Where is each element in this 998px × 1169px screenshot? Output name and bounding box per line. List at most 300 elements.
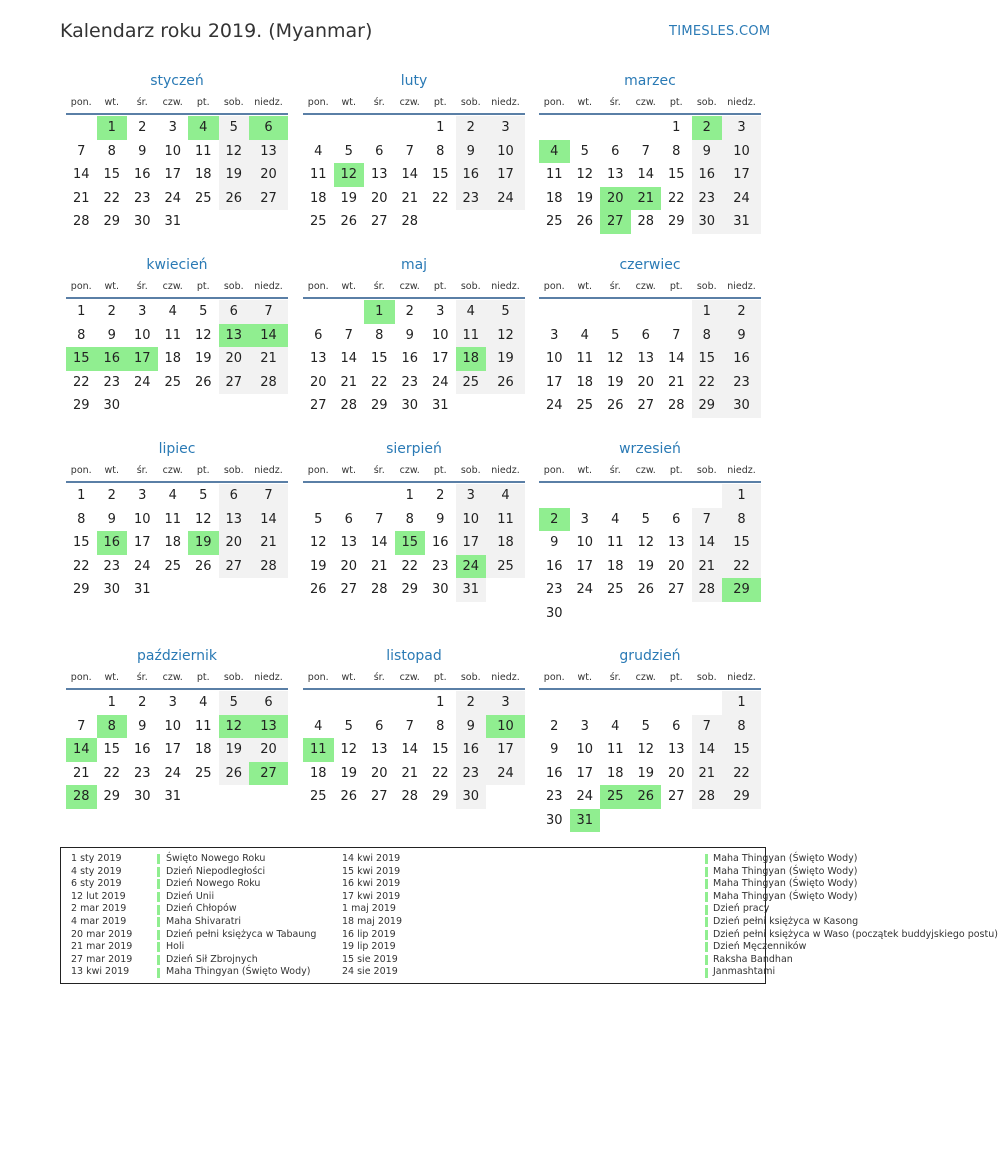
- day-cell: 14: [370, 535, 388, 550]
- day-cell: 21: [401, 190, 419, 206]
- weekday-label: niedz.: [254, 465, 283, 476]
- day-cell: 7: [672, 327, 681, 343]
- weekday-label: pon.: [307, 672, 329, 683]
- day-cell: 12: [219, 715, 250, 739]
- empty-cell: [539, 484, 570, 508]
- legend-holiday-name: Dzień Unii: [166, 890, 215, 902]
- weekday-label: sob.: [460, 97, 481, 108]
- day-cell: 1: [672, 120, 681, 135]
- day-cell: 26: [194, 558, 212, 574]
- day-cell: 11: [194, 718, 212, 734]
- day-cell: 1: [77, 488, 86, 503]
- day-cell: 17: [431, 351, 449, 366]
- day-cell: 16: [97, 531, 128, 555]
- legend-holiday-name: Holi: [166, 941, 185, 953]
- page-title: Kalendarz roku 2019. (Myanmar): [60, 20, 373, 42]
- day-cell: 4: [188, 116, 219, 140]
- day-cell: 4: [314, 143, 323, 159]
- month-block: [539, 254, 761, 418]
- holiday-marker: [705, 942, 708, 952]
- day-cell: 27: [249, 762, 288, 786]
- day-cell: 27: [370, 214, 388, 229]
- weekday-label: pon.: [307, 465, 329, 476]
- day-cell: 15: [103, 742, 121, 757]
- day-cell: 7: [249, 484, 288, 508]
- holiday-marker: [705, 854, 708, 864]
- day-cell: 22: [692, 371, 723, 395]
- day-cell: 19: [219, 738, 250, 762]
- day-cell: 28: [401, 789, 419, 804]
- holiday-marker: [705, 879, 708, 889]
- day-cell: 29: [431, 789, 449, 804]
- day-cell: 14: [66, 738, 97, 762]
- day-cell: 1: [405, 488, 414, 503]
- day-cell: 17: [722, 163, 761, 187]
- holiday-legend: [60, 847, 998, 984]
- day-cell: 4: [539, 140, 570, 164]
- day-cell: 23: [401, 374, 419, 390]
- day-cell: 30: [545, 812, 563, 828]
- weekday-label: czw.: [635, 97, 656, 108]
- brand-link[interactable]: TIMESLES.COM: [669, 24, 771, 39]
- day-cell: 9: [456, 715, 487, 739]
- month-block: [66, 438, 288, 602]
- day-cell: 15: [431, 742, 449, 757]
- weekday-label: sob.: [696, 281, 717, 292]
- day-cell: 15: [692, 347, 723, 371]
- empty-cell: [631, 300, 662, 324]
- day-cell: 7: [344, 327, 353, 343]
- day-cell: 22: [722, 762, 761, 786]
- day-cell: 7: [77, 143, 86, 159]
- day-cell: 19: [606, 374, 624, 390]
- day-cell: 14: [249, 324, 288, 348]
- holiday-marker: [705, 867, 708, 877]
- weekday-label: wt.: [577, 465, 592, 476]
- day-cell: 29: [72, 398, 90, 413]
- weekday-label: czw.: [635, 281, 656, 292]
- day-cell: 12: [194, 511, 212, 527]
- day-cell: 17: [456, 531, 487, 555]
- day-cell: 19: [309, 558, 327, 574]
- day-cell: 31: [164, 789, 182, 804]
- empty-cell: [692, 484, 723, 508]
- day-cell: 6: [249, 116, 288, 140]
- day-cell: 29: [72, 582, 90, 597]
- day-cell: 17: [576, 765, 594, 781]
- day-cell: 2: [138, 695, 147, 710]
- weekday-label: wt.: [341, 672, 356, 683]
- day-cell: 14: [72, 167, 90, 182]
- weekday-label: pt.: [196, 672, 210, 683]
- empty-cell: [539, 691, 570, 715]
- day-cell: 31: [722, 210, 761, 234]
- day-cell: 25: [194, 190, 212, 206]
- empty-cell: [661, 300, 692, 324]
- day-cell: 6: [314, 327, 323, 343]
- day-cell: 16: [456, 163, 487, 187]
- day-cell: 8: [77, 511, 86, 527]
- day-cell: 28: [370, 582, 388, 597]
- day-cell: 20: [637, 374, 655, 390]
- day-cell: 18: [194, 742, 212, 757]
- day-cell: 17: [545, 374, 563, 390]
- day-cell: 27: [219, 371, 250, 395]
- day-cell: 17: [127, 347, 158, 371]
- empty-cell: [600, 116, 631, 140]
- month-block: [303, 254, 525, 418]
- day-cell: 13: [637, 351, 655, 366]
- legend-holiday-name: Dzień pełni księżyca w Waso (początek buddyjskiego postu): [713, 928, 998, 940]
- day-cell: 14: [401, 742, 419, 757]
- legend-holiday-name: Maha Thingyan (Święto Wody): [166, 966, 311, 978]
- day-cell: 11: [194, 143, 212, 159]
- holiday-marker: [705, 892, 708, 902]
- day-cell: 3: [138, 488, 147, 503]
- day-cell: 4: [199, 695, 208, 710]
- weekday-label: śr.: [136, 97, 148, 108]
- day-grid: [539, 690, 761, 832]
- day-cell: 17: [486, 163, 525, 187]
- day-cell: 24: [133, 558, 151, 574]
- weekday-label: wt.: [104, 281, 119, 292]
- day-grid: [66, 690, 288, 809]
- weekday-label: czw.: [635, 672, 656, 683]
- day-cell: 26: [631, 785, 662, 809]
- day-cell: 27: [667, 789, 685, 804]
- day-cell: 3: [486, 116, 525, 140]
- day-cell: 20: [600, 187, 631, 211]
- weekday-label: pt.: [196, 97, 210, 108]
- weekday-label: śr.: [136, 281, 148, 292]
- day-cell: 12: [340, 742, 358, 757]
- day-cell: 13: [370, 742, 388, 757]
- day-cell: 4: [456, 300, 487, 324]
- empty-cell: [539, 116, 570, 140]
- day-cell: 18: [164, 351, 182, 366]
- day-cell: 20: [370, 765, 388, 781]
- day-cell: 2: [107, 488, 116, 503]
- month-name: lipiec: [158, 441, 196, 457]
- day-cell: 8: [405, 511, 414, 527]
- holiday-marker: [157, 917, 160, 927]
- day-cell: 13: [219, 324, 250, 348]
- day-cell: 1: [107, 695, 116, 710]
- day-cell: 7: [692, 508, 723, 532]
- legend-date: 27 mar 2019: [71, 953, 133, 965]
- weekday-label: wt.: [341, 97, 356, 108]
- empty-cell: [334, 116, 365, 140]
- day-cell: 11: [164, 511, 182, 527]
- day-cell: 13: [606, 167, 624, 182]
- day-cell: 11: [606, 742, 624, 757]
- day-cell: 3: [580, 511, 589, 527]
- empty-cell: [661, 484, 692, 508]
- day-cell: 11: [545, 167, 563, 182]
- weekday-label: wt.: [104, 465, 119, 476]
- empty-cell: [364, 484, 395, 508]
- day-cell: 13: [340, 535, 358, 550]
- day-cell: 24: [456, 555, 487, 579]
- day-cell: 11: [303, 738, 334, 762]
- day-cell: 16: [722, 347, 761, 371]
- day-cell: 9: [550, 742, 559, 757]
- legend-holiday-name: Dzień Nowego Roku: [166, 878, 261, 890]
- day-cell: 1: [692, 300, 723, 324]
- day-cell: 21: [249, 347, 288, 371]
- day-cell: 4: [611, 718, 620, 734]
- day-cell: 13: [249, 140, 288, 164]
- day-cell: 12: [309, 535, 327, 550]
- day-cell: 5: [219, 116, 250, 140]
- day-cell: 24: [164, 765, 182, 781]
- empty-cell: [303, 691, 334, 715]
- day-cell: 9: [436, 511, 445, 527]
- day-cell: 10: [133, 327, 151, 343]
- day-cell: 13: [370, 167, 388, 182]
- weekday-label: niedz.: [727, 465, 756, 476]
- holiday-marker: [157, 942, 160, 952]
- day-cell: 5: [580, 143, 589, 159]
- day-cell: 10: [486, 715, 525, 739]
- legend-date: 4 sty 2019: [71, 865, 122, 877]
- day-cell: 12: [606, 351, 624, 366]
- day-cell: 19: [637, 558, 655, 574]
- month-block: [303, 645, 525, 809]
- day-cell: 26: [340, 789, 358, 804]
- weekday-header: [303, 667, 525, 690]
- day-cell: 12: [637, 535, 655, 550]
- day-cell: 25: [600, 785, 631, 809]
- day-cell: 22: [72, 374, 90, 390]
- day-cell: 23: [545, 582, 563, 597]
- day-cell: 30: [692, 210, 723, 234]
- day-grid: [303, 299, 525, 418]
- day-cell: 16: [133, 167, 151, 182]
- day-cell: 4: [580, 327, 589, 343]
- day-cell: 5: [314, 511, 323, 527]
- weekday-label: czw.: [399, 465, 420, 476]
- weekday-label: czw.: [399, 281, 420, 292]
- weekday-label: niedz.: [727, 672, 756, 683]
- day-cell: 9: [692, 140, 723, 164]
- weekday-label: pon.: [70, 672, 92, 683]
- day-cell: 24: [486, 187, 525, 211]
- legend-holiday-name: Dzień Męczenników: [713, 941, 807, 953]
- weekday-label: niedz.: [491, 281, 520, 292]
- day-grid: [303, 690, 525, 809]
- day-cell: 2: [692, 116, 723, 140]
- legend-date: 2 mar 2019: [71, 903, 127, 915]
- day-cell: 21: [72, 765, 90, 781]
- day-cell: 3: [722, 116, 761, 140]
- weekday-label: sob.: [460, 281, 481, 292]
- day-cell: 23: [692, 187, 723, 211]
- day-cell: 25: [486, 555, 525, 579]
- month-block: [66, 645, 288, 809]
- month-block: [303, 438, 525, 602]
- day-cell: 10: [164, 143, 182, 159]
- day-cell: 21: [249, 531, 288, 555]
- day-cell: 24: [431, 374, 449, 390]
- day-cell: 7: [405, 143, 414, 159]
- weekday-label: sob.: [696, 672, 717, 683]
- day-cell: 26: [219, 187, 250, 211]
- month-block: [66, 70, 288, 234]
- day-cell: 20: [370, 190, 388, 206]
- weekday-label: śr.: [373, 281, 385, 292]
- day-cell: 6: [219, 484, 250, 508]
- day-cell: 25: [309, 214, 327, 229]
- day-cell: 30: [103, 398, 121, 413]
- day-cell: 24: [164, 190, 182, 206]
- weekday-label: śr.: [609, 281, 621, 292]
- empty-cell: [334, 691, 365, 715]
- day-cell: 16: [133, 742, 151, 757]
- day-cell: 27: [249, 187, 288, 211]
- day-cell: 5: [344, 143, 353, 159]
- legend-date: 12 lut 2019: [71, 890, 126, 902]
- weekday-label: pt.: [433, 672, 447, 683]
- day-cell: 7: [641, 143, 650, 159]
- day-cell: 29: [722, 578, 761, 602]
- day-cell: 14: [401, 167, 419, 182]
- day-cell: 16: [431, 535, 449, 550]
- empty-cell: [600, 691, 631, 715]
- day-cell: 25: [164, 374, 182, 390]
- month-block: [539, 645, 761, 832]
- day-cell: 31: [133, 582, 151, 597]
- day-cell: 14: [340, 351, 358, 366]
- weekday-label: śr.: [373, 465, 385, 476]
- weekday-label: sob.: [223, 281, 244, 292]
- weekday-label: niedz.: [254, 97, 283, 108]
- day-cell: 27: [370, 789, 388, 804]
- day-cell: 14: [249, 508, 288, 532]
- day-cell: 5: [486, 300, 525, 324]
- day-cell: 22: [401, 558, 419, 574]
- day-cell: 26: [309, 582, 327, 597]
- day-cell: 27: [637, 398, 655, 413]
- day-cell: 30: [133, 789, 151, 804]
- day-cell: 28: [66, 785, 97, 809]
- weekday-label: śr.: [136, 672, 148, 683]
- day-cell: 13: [219, 508, 250, 532]
- holiday-marker: [705, 955, 708, 965]
- day-cell: 15: [722, 738, 761, 762]
- month-name: luty: [400, 73, 428, 89]
- empty-cell: [631, 116, 662, 140]
- weekday-header: [303, 460, 525, 483]
- day-cell: 20: [219, 347, 250, 371]
- day-cell: 24: [486, 762, 525, 786]
- day-cell: 1: [97, 116, 128, 140]
- day-cell: 30: [722, 394, 761, 418]
- weekday-label: wt.: [104, 672, 119, 683]
- weekday-label: czw.: [162, 672, 183, 683]
- legend-holiday-name: Maha Thingyan (Święto Wody): [713, 878, 858, 890]
- weekday-label: sob.: [460, 465, 481, 476]
- day-cell: 2: [405, 304, 414, 319]
- empty-cell: [303, 116, 334, 140]
- day-cell: 9: [107, 327, 116, 343]
- day-cell: 12: [486, 324, 525, 348]
- weekday-label: pon.: [543, 281, 565, 292]
- day-cell: 29: [667, 214, 685, 229]
- day-cell: 24: [722, 187, 761, 211]
- weekday-header: [66, 460, 288, 483]
- month-name: maj: [400, 257, 428, 273]
- weekday-label: sob.: [223, 97, 244, 108]
- day-cell: 9: [456, 140, 487, 164]
- day-cell: 31: [570, 809, 601, 833]
- day-cell: 11: [456, 324, 487, 348]
- day-cell: 27: [340, 582, 358, 597]
- day-cell: 7: [692, 715, 723, 739]
- day-cell: 21: [631, 187, 662, 211]
- legend-holiday-name: Dzień pełni księżyca w Tabaung: [166, 928, 317, 940]
- day-cell: 3: [138, 304, 147, 319]
- day-cell: 30: [103, 582, 121, 597]
- weekday-label: czw.: [635, 465, 656, 476]
- legend-date: 1 sty 2019: [71, 853, 122, 864]
- day-cell: 19: [219, 163, 250, 187]
- day-cell: 21: [401, 765, 419, 781]
- day-cell: 28: [637, 214, 655, 229]
- holiday-marker: [705, 917, 708, 927]
- day-cell: 7: [77, 718, 86, 734]
- legend-date: 13 kwi 2019: [71, 966, 130, 978]
- empty-cell: [364, 691, 395, 715]
- holiday-marker: [157, 955, 160, 965]
- weekday-label: pon.: [70, 465, 92, 476]
- weekday-label: sob.: [696, 465, 717, 476]
- day-cell: 12: [194, 327, 212, 343]
- empty-cell: [631, 691, 662, 715]
- legend-holiday-name: Maha Thingyan (Święto Wody): [713, 890, 858, 902]
- day-cell: 19: [576, 190, 594, 206]
- day-cell: 17: [576, 558, 594, 574]
- day-cell: 20: [249, 738, 288, 762]
- empty-cell: [661, 691, 692, 715]
- day-cell: 8: [436, 143, 445, 159]
- day-cell: 4: [168, 304, 177, 319]
- day-cell: 9: [550, 535, 559, 550]
- legend-date: 17 kwi 2019: [342, 890, 401, 902]
- day-cell: 18: [164, 535, 182, 550]
- day-cell: 17: [164, 167, 182, 182]
- empty-cell: [631, 484, 662, 508]
- day-cell: 28: [249, 555, 288, 579]
- day-cell: 26: [194, 374, 212, 390]
- weekday-label: czw.: [399, 672, 420, 683]
- legend-holiday-name: Dzień pełni księżyca w Kasong: [713, 915, 859, 927]
- day-cell: 15: [370, 351, 388, 366]
- day-cell: 16: [545, 558, 563, 574]
- legend-date: 24 sie 2019: [342, 966, 398, 978]
- weekday-header: [66, 92, 288, 115]
- day-cell: 16: [545, 765, 563, 781]
- weekday-label: niedz.: [491, 672, 520, 683]
- day-cell: 20: [249, 163, 288, 187]
- weekday-label: czw.: [162, 97, 183, 108]
- day-cell: 31: [456, 578, 487, 602]
- day-cell: 27: [600, 210, 631, 234]
- weekday-label: wt.: [577, 97, 592, 108]
- day-cell: 21: [370, 558, 388, 574]
- day-cell: 25: [545, 214, 563, 229]
- day-cell: 19: [188, 531, 219, 555]
